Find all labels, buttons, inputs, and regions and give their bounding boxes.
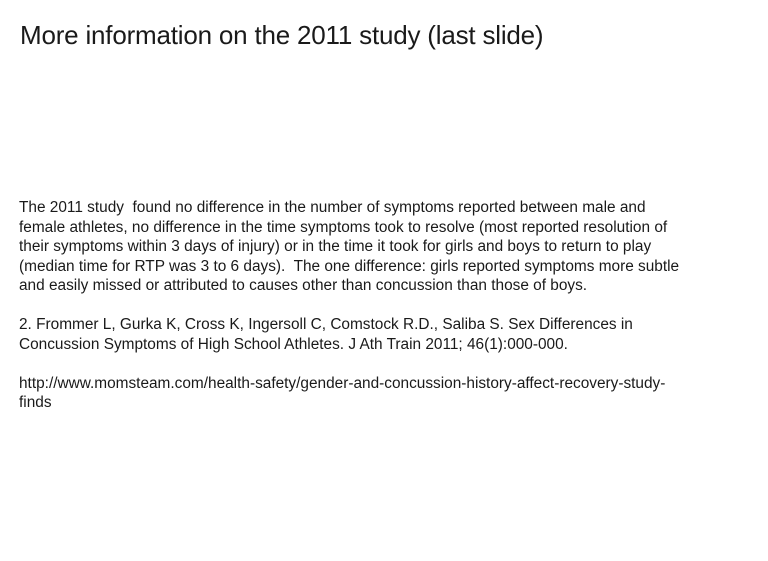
source-url[interactable] <box>19 374 679 413</box>
summary-line: (median time for RTP was 3 to 6 days). The one difference: girls reported symptoms more subtle <box>19 257 680 275</box>
summary-line: and easily missed or attributed to causes other than concussion than those of boys. <box>19 277 588 294</box>
citation-line: Concussion Symptoms of High School Athletes. J Ath Train 2011; 46(1):000-000. <box>19 335 568 353</box>
source-url-line[interactable]: finds <box>19 394 52 411</box>
summary-line: female athletes, no difference in the time symptoms took to resolve (most reported resolution of <box>19 218 668 236</box>
slide-title: More information on the 2011 study (last slide) <box>20 20 544 50</box>
summary-line: their symptoms within 3 days of injury) or in the time it took for girls and boys to return to play <box>19 238 652 255</box>
citation-line: 2. Frommer L, Gurka K, Cross K, Ingersoll C, Comstock R.D., Saliba S. Sex Differences in <box>19 316 633 333</box>
slide-body <box>19 198 679 413</box>
source-url-line[interactable]: http://www.momsteam.com/health-safety/gender-and-concussion-history-affect-recovery-study- <box>19 374 666 392</box>
citation-paragraph <box>19 315 679 354</box>
study-summary-paragraph <box>19 198 679 296</box>
summary-line: The 2011 study found no difference in the number of symptoms reported between male and <box>19 199 646 216</box>
